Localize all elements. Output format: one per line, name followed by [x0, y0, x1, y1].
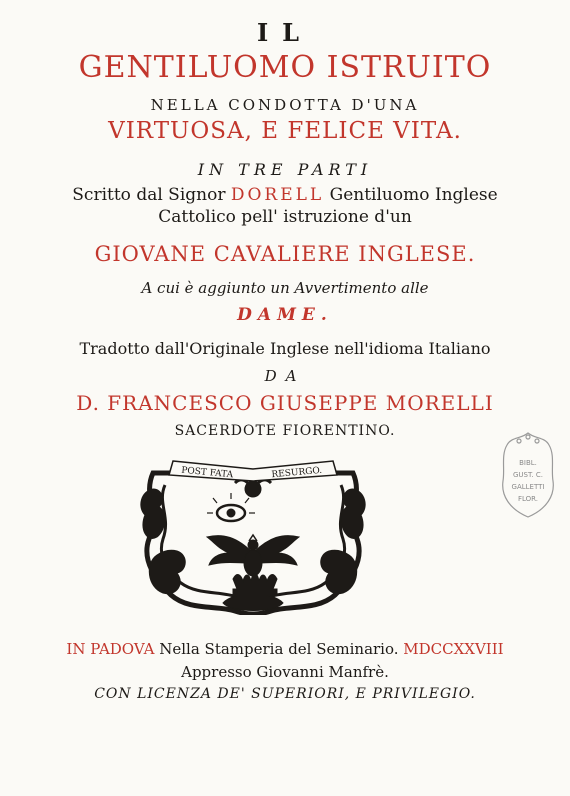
author-suffix: Gentiluomo Inglese: [324, 185, 498, 205]
book-title: GENTILUOMO ISTRUITO: [78, 50, 492, 85]
translator-title: SACERDOTE FIORENTINO.: [174, 423, 396, 439]
title-article: IL: [256, 18, 314, 47]
motto-left: POST FATA: [180, 465, 234, 481]
imprint-place: IN PADOVA: [66, 640, 155, 658]
da-line: DA: [264, 367, 306, 385]
cattolico-line: Cattolico pell' istruzione d'un: [158, 207, 412, 227]
license-line: CON LICENZA DE' SUPERIORI, E PRIVILEGIO.: [94, 686, 476, 702]
stamp-line-1: BIBL.: [519, 459, 537, 467]
title-line-condotta: NELLA CONDOTTA D'UNA: [150, 96, 420, 114]
tradotto-line: Tradotto dall'Originale Inglese nell'idioma Italiano: [79, 339, 491, 358]
author-prefix: Scritto dal Signor: [72, 185, 231, 205]
publisher-line: Appresso Giovanni Manfrè.: [181, 663, 389, 681]
stamp-line-3: GALLETTI: [511, 483, 545, 491]
stamp-line-4: FLOR.: [517, 495, 539, 503]
translator-name: D. FRANCESCO GIUSEPPE MORELLI: [76, 391, 494, 415]
stamp-line-2: GUST. C.: [513, 471, 543, 479]
library-stamp-icon: [499, 429, 557, 521]
phoenix-vignette-icon: [137, 455, 369, 615]
imprint-year: MDCCXXVIII: [403, 640, 504, 658]
motto-right: RESURGO.: [271, 465, 323, 481]
dame-line: DAME.: [237, 305, 333, 325]
aggiunto-line: A cui è aggiunto un Avvertimento alle: [141, 279, 429, 297]
title-line-virtuosa: VIRTUOSA, E FELICE VITA.: [108, 118, 462, 144]
imprint-press: Nella Stamperia del Seminario.: [154, 640, 404, 658]
parts-line: IN TRE PARTI: [197, 160, 373, 179]
author-name: DORELL: [230, 185, 325, 205]
giovane-line: GIOVANE CAVALIERE INGLESE.: [94, 242, 476, 266]
imprint-line: [0, 640, 570, 658]
author-line: [0, 185, 570, 205]
